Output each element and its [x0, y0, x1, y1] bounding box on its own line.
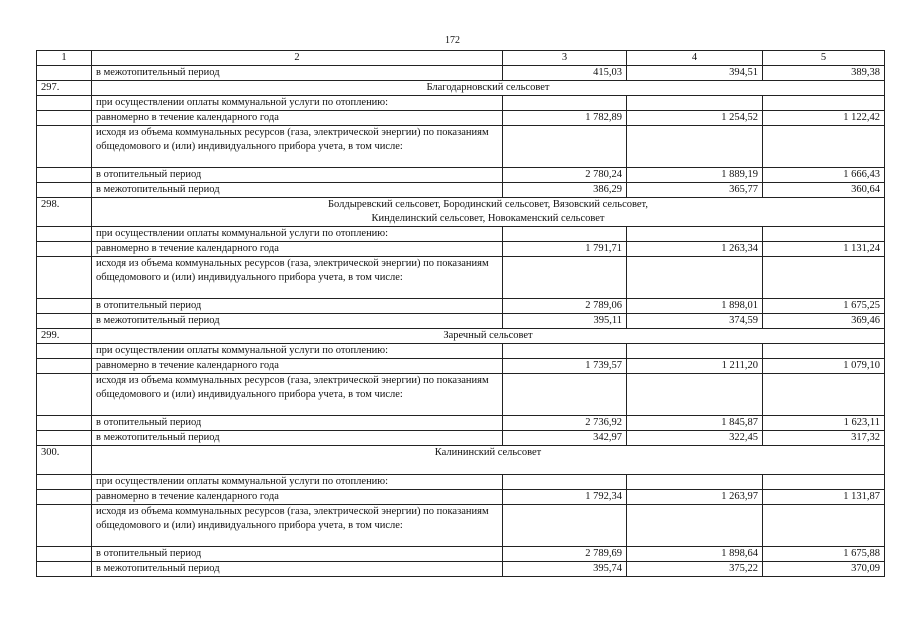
section-number: 299.	[37, 329, 92, 344]
value-cell-5: 369,46	[763, 314, 885, 329]
value-cell-3: 2 736,92	[503, 416, 627, 431]
value-cell-4	[627, 374, 763, 416]
index-cell	[37, 183, 92, 198]
section-title-line: Благодарновский сельсовет	[426, 82, 550, 93]
index-cell	[37, 547, 92, 562]
section-title-line: Заречный сельсовет	[443, 330, 533, 341]
value-cell-3	[503, 227, 627, 242]
row-label: равномерно в течение календарного года	[92, 242, 503, 257]
row-label: в отопительный период	[92, 299, 503, 314]
value-cell-4	[627, 344, 763, 359]
value-cell-4: 1 211,20	[627, 359, 763, 374]
section-header-row	[37, 446, 885, 475]
index-cell	[37, 66, 92, 81]
table-row	[37, 126, 885, 168]
table-row	[37, 183, 885, 198]
table-row	[37, 505, 885, 547]
index-cell	[37, 359, 92, 374]
value-cell-4	[627, 126, 763, 168]
value-cell-4	[627, 475, 763, 490]
value-cell-4	[627, 227, 763, 242]
section-title	[92, 446, 885, 475]
table-row	[37, 490, 885, 505]
value-cell-4: 1 263,97	[627, 490, 763, 505]
index-cell	[37, 562, 92, 577]
table-row	[37, 431, 885, 446]
value-cell-3: 342,97	[503, 431, 627, 446]
value-cell-4	[627, 505, 763, 547]
row-label: в межотопительный период	[92, 66, 503, 81]
section-title	[92, 329, 885, 344]
value-cell-3: 395,74	[503, 562, 627, 577]
header-row	[37, 51, 885, 66]
index-cell	[37, 227, 92, 242]
value-cell-5: 1 131,87	[763, 490, 885, 505]
value-cell-4	[627, 257, 763, 299]
header-cell-5: 5	[763, 51, 885, 66]
row-label: равномерно в течение календарного года	[92, 490, 503, 505]
value-cell-5: 360,64	[763, 183, 885, 198]
value-cell-3: 1 739,57	[503, 359, 627, 374]
index-cell	[37, 505, 92, 547]
value-cell-3	[503, 475, 627, 490]
value-cell-3: 395,11	[503, 314, 627, 329]
value-cell-5: 1 675,88	[763, 547, 885, 562]
value-cell-3: 2 789,06	[503, 299, 627, 314]
index-cell	[37, 242, 92, 257]
index-cell	[37, 431, 92, 446]
row-label: при осуществлении оплаты коммунальной услуги по отоплению:	[92, 227, 503, 242]
value-cell-5: 1 666,43	[763, 168, 885, 183]
row-label: при осуществлении оплаты коммунальной услуги по отоплению:	[92, 96, 503, 111]
section-header-row	[37, 198, 885, 227]
value-cell-5: 1 122,42	[763, 111, 885, 126]
value-cell-5: 1 079,10	[763, 359, 885, 374]
value-cell-5: 1 675,25	[763, 299, 885, 314]
index-cell	[37, 299, 92, 314]
row-label: при осуществлении оплаты коммунальной услуги по отоплению:	[92, 344, 503, 359]
value-cell-3: 2 780,24	[503, 168, 627, 183]
index-cell	[37, 257, 92, 299]
section-title-line: Болдыревский сельсовет, Бородинский сельсовет, Вязовский сельсовет,	[328, 199, 648, 210]
value-cell-3	[503, 505, 627, 547]
value-cell-4: 1 898,01	[627, 299, 763, 314]
value-cell-5: 370,09	[763, 562, 885, 577]
value-cell-4: 1 889,19	[627, 168, 763, 183]
value-cell-4: 1 254,52	[627, 111, 763, 126]
header-cell-1: 1	[37, 51, 92, 66]
index-cell	[37, 374, 92, 416]
index-cell	[37, 126, 92, 168]
value-cell-3: 1 791,71	[503, 242, 627, 257]
value-cell-4: 365,77	[627, 183, 763, 198]
value-cell-5	[763, 374, 885, 416]
value-cell-4: 394,51	[627, 66, 763, 81]
value-cell-3: 2 789,69	[503, 547, 627, 562]
index-cell	[37, 490, 92, 505]
header-cell-2: 2	[92, 51, 503, 66]
value-cell-5	[763, 227, 885, 242]
row-label: равномерно в течение календарного года	[92, 359, 503, 374]
table-row	[37, 96, 885, 111]
value-cell-5: 389,38	[763, 66, 885, 81]
section-title-line: Кинделинский сельсовет, Новокаменский сельсовет	[371, 212, 605, 224]
index-cell	[37, 168, 92, 183]
value-cell-3: 1 792,34	[503, 490, 627, 505]
value-cell-3	[503, 374, 627, 416]
value-cell-3: 386,29	[503, 183, 627, 198]
section-title	[92, 81, 885, 96]
index-cell	[37, 344, 92, 359]
tariff-table	[36, 50, 885, 577]
value-cell-4: 322,45	[627, 431, 763, 446]
row-label: в межотопительный период	[92, 562, 503, 577]
index-cell	[37, 96, 92, 111]
row-label: в отопительный период	[92, 416, 503, 431]
header-cell-4: 4	[627, 51, 763, 66]
section-number: 300.	[37, 446, 92, 475]
value-cell-3	[503, 344, 627, 359]
section-header-row	[37, 329, 885, 344]
section-title	[92, 198, 885, 227]
index-cell	[37, 475, 92, 490]
value-cell-5	[763, 475, 885, 490]
table-row	[37, 257, 885, 299]
table-row	[37, 168, 885, 183]
table-row	[37, 374, 885, 416]
table-row	[37, 242, 885, 257]
value-cell-5: 317,32	[763, 431, 885, 446]
header-cell-3: 3	[503, 51, 627, 66]
table-row	[37, 475, 885, 490]
table-row	[37, 66, 885, 81]
page-number: 172	[445, 35, 460, 46]
value-cell-5	[763, 344, 885, 359]
row-label: равномерно в течение календарного года	[92, 111, 503, 126]
table-row	[37, 111, 885, 126]
row-label: исходя из объема коммунальных ресурсов (газа, электрической энергии) по показаниям общедомового и (или) индивидуального прибора учета, в том числе:	[92, 505, 503, 547]
row-label: исходя из объема коммунальных ресурсов (газа, электрической энергии) по показаниям общедомового и (или) индивидуального прибора учета, в том числе:	[92, 257, 503, 299]
table-row	[37, 344, 885, 359]
value-cell-4: 1 263,34	[627, 242, 763, 257]
row-label: в отопительный период	[92, 168, 503, 183]
row-label: при осуществлении оплаты коммунальной услуги по отоплению:	[92, 475, 503, 490]
row-label: в межотопительный период	[92, 183, 503, 198]
index-cell	[37, 314, 92, 329]
section-title-line: Калининский сельсовет	[434, 447, 542, 458]
index-cell	[37, 111, 92, 126]
table-row	[37, 359, 885, 374]
index-cell	[37, 416, 92, 431]
value-cell-3: 1 782,89	[503, 111, 627, 126]
row-label: в отопительный период	[92, 547, 503, 562]
value-cell-4: 375,22	[627, 562, 763, 577]
value-cell-5	[763, 505, 885, 547]
table-row	[37, 416, 885, 431]
value-cell-4: 374,59	[627, 314, 763, 329]
section-number: 297.	[37, 81, 92, 96]
value-cell-5	[763, 126, 885, 168]
value-cell-5: 1 131,24	[763, 242, 885, 257]
value-cell-4	[627, 96, 763, 111]
row-label: в межотопительный период	[92, 431, 503, 446]
table-row	[37, 547, 885, 562]
value-cell-5	[763, 96, 885, 111]
value-cell-5	[763, 257, 885, 299]
table-row	[37, 314, 885, 329]
row-label: в межотопительный период	[92, 314, 503, 329]
table-row	[37, 299, 885, 314]
value-cell-3	[503, 257, 627, 299]
value-cell-4: 1 898,64	[627, 547, 763, 562]
value-cell-3	[503, 96, 627, 111]
value-cell-4: 1 845,87	[627, 416, 763, 431]
row-label: исходя из объема коммунальных ресурсов (газа, электрической энергии) по показаниям общедомового и (или) индивидуального прибора учета, в том числе:	[92, 374, 503, 416]
row-label: исходя из объема коммунальных ресурсов (газа, электрической энергии) по показаниям общедомового и (или) индивидуального прибора учета, в том числе:	[92, 126, 503, 168]
value-cell-5: 1 623,11	[763, 416, 885, 431]
value-cell-3: 415,03	[503, 66, 627, 81]
section-number: 298.	[37, 198, 92, 227]
value-cell-3	[503, 126, 627, 168]
table-row	[37, 227, 885, 242]
section-header-row	[37, 81, 885, 96]
table-row	[37, 562, 885, 577]
